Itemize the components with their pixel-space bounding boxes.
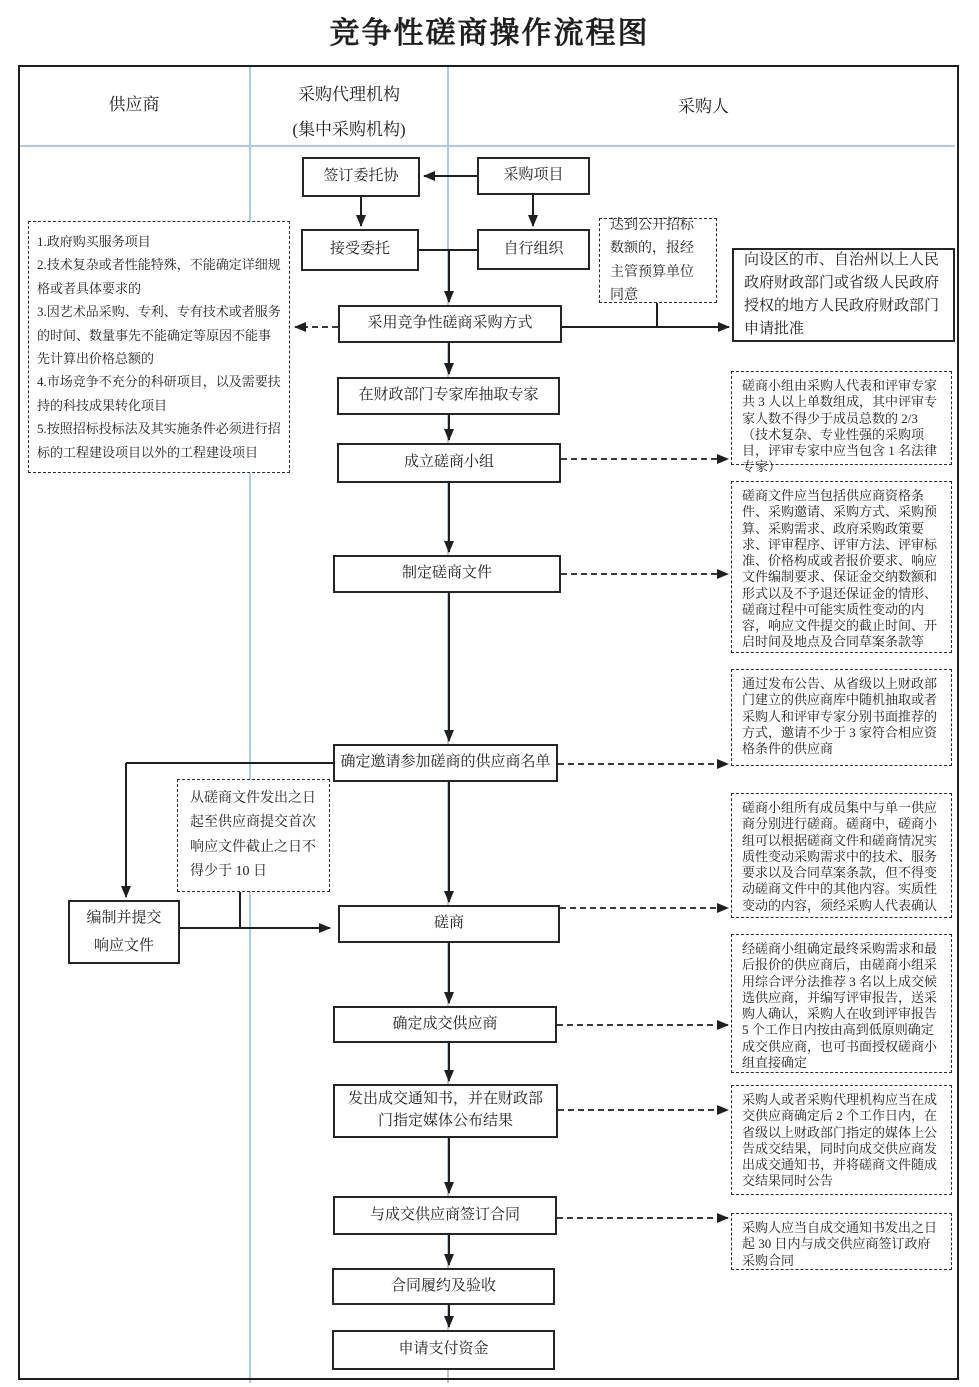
note-group-composition: 磋商小组由采购人代表和评审专家共 3 人以上单数组成，其中评审专家人数不得少于成员总数的 2/3（技术复杂、专业性强的采购项目，评审专家中应当包含 1 名法律专家） xyxy=(731,371,952,465)
node-determine-winner: 确定成交供应商 xyxy=(333,1006,557,1043)
condition-item-4: 4.市场竞争不充分的科研项目，以及需要扶持的科技成果转化项目 xyxy=(37,374,281,413)
lane-header-agency xyxy=(250,80,448,140)
node-extract-experts: 在财政部门专家库抽取专家 xyxy=(337,377,560,415)
node-apply-approval: 向设区的市、自治州以上人民政府财政部门或省级人民政府授权的地方人民政府财政部门申请批准 xyxy=(732,248,955,342)
node-form-group: 成立磋商小组 xyxy=(337,443,561,483)
note-response-deadline: 从磋商文件发出之日起至供应商提交首次响应文件截止之日不得少于 10 日 xyxy=(177,779,330,892)
note-supplier-invitation: 通过发布公告、从省级以上财政部门建立的供应商库中随机抽取或者采购人和评审专家分别书面推荐的方式，邀请不少于 3 家符合相应资格条件的供应商 xyxy=(731,669,952,766)
condition-item-1: 1.政府购买服务项目 xyxy=(37,234,151,249)
lane-header-agency-line1: 采购代理机构 xyxy=(298,85,400,104)
node-consultation: 磋商 xyxy=(338,905,560,943)
node-performance-acceptance: 合同履约及验收 xyxy=(332,1268,555,1305)
note-result-announcement: 采购人或者采购代理机构应当在成交供应商确定后 2 个工作日内，在省级以上财政部门指定的媒体上公告成交结果，同时向成交供应商发出成交通知书，并将磋商文件随成交结果同时公告 xyxy=(731,1085,952,1195)
note-winner-determination: 经磋商小组确定最终采购需求和最后报价的供应商后，由磋商小组采用综合评分法推荐 3 名以上成交候选供应商，并编写评审报告，送采购人确认，采购人在收到评审报告 5 个工作日内按由高到低原则确定成交供应商，也可书面授权磋商小组直接确定 xyxy=(731,934,952,1073)
lane-header-purchaser: 采购人 xyxy=(678,97,729,116)
lane-header-supplier: 供应商 xyxy=(108,95,160,114)
node-issue-notice: 发出成交通知书，并在财政部门指定媒体公布结果 xyxy=(333,1084,558,1138)
condition-item-5: 5.按照招标投标法及其实施条件必须进行招标的工程建设项目以外的工程建设项目 xyxy=(37,421,281,460)
note-open-tender-threshold: 达到公开招标数额的，报经主管预算单位同意 xyxy=(599,218,717,303)
node-procurement-project: 采购项目 xyxy=(477,157,590,195)
note-contract-deadline: 采购人应当自成交通知书发出之日起 30 日内与成交供应商签订政府采购合同 xyxy=(731,1213,952,1270)
node-accept-commission: 接受委托 xyxy=(301,229,419,271)
condition-item-2: 2.技术复杂或者性能特殊，不能确定详细规格或者具体要求的 xyxy=(37,257,281,296)
condition-item-3: 3.因艺术品采购、专利、专有技术或者服务的时间、数量事先不能确定等原因不能事先计算出价格总额的 xyxy=(37,304,281,366)
node-self-organize: 自行组织 xyxy=(477,229,590,270)
node-sign-agreement: 签订委托协 xyxy=(302,157,420,197)
node-apply-payment: 申请支付资金 xyxy=(332,1330,555,1370)
node-sign-contract: 与成交供应商签订合同 xyxy=(333,1196,557,1235)
node-determine-supplier-list: 确定邀请参加磋商的供应商名单 xyxy=(333,744,558,782)
note-document-contents: 磋商文件应当包括供应商资格条件、采购邀请、采购方式、采购预算、采购需求、政府采购政策要求、评审程序、评审方法、评审标准、价格构成或者报价要求、响应文件编制要求、保证金交纳数额和形式以及不予退还保证金的情形、磋商过程中可能实质性变动的内容，响应文件提交的截止时间、开启时间及地点及合同草案条款等 xyxy=(731,481,952,653)
node-adopt-method: 采用竞争性磋商采购方式 xyxy=(338,305,562,343)
node-prepare-document: 制定磋商文件 xyxy=(333,555,561,593)
note-consultation-rules: 磋商小组所有成员集中与单一供应商分别进行磋商。磋商中，磋商小组可以根据磋商文件和磋商情况实质性变动采购需求中的技术、服务要求以及合同草案条款，但不得变动磋商文件中的其他内容。实质性变动的内容，须经采购人代表确认 xyxy=(731,793,952,918)
node-prepare-response: 编制并提交响应文件 xyxy=(68,900,180,964)
page-title: 竞争性磋商操作流程图 xyxy=(329,17,650,50)
lane-header-agency-line2: (集中采购机构) xyxy=(292,120,406,139)
note-applicable-conditions xyxy=(28,221,290,473)
